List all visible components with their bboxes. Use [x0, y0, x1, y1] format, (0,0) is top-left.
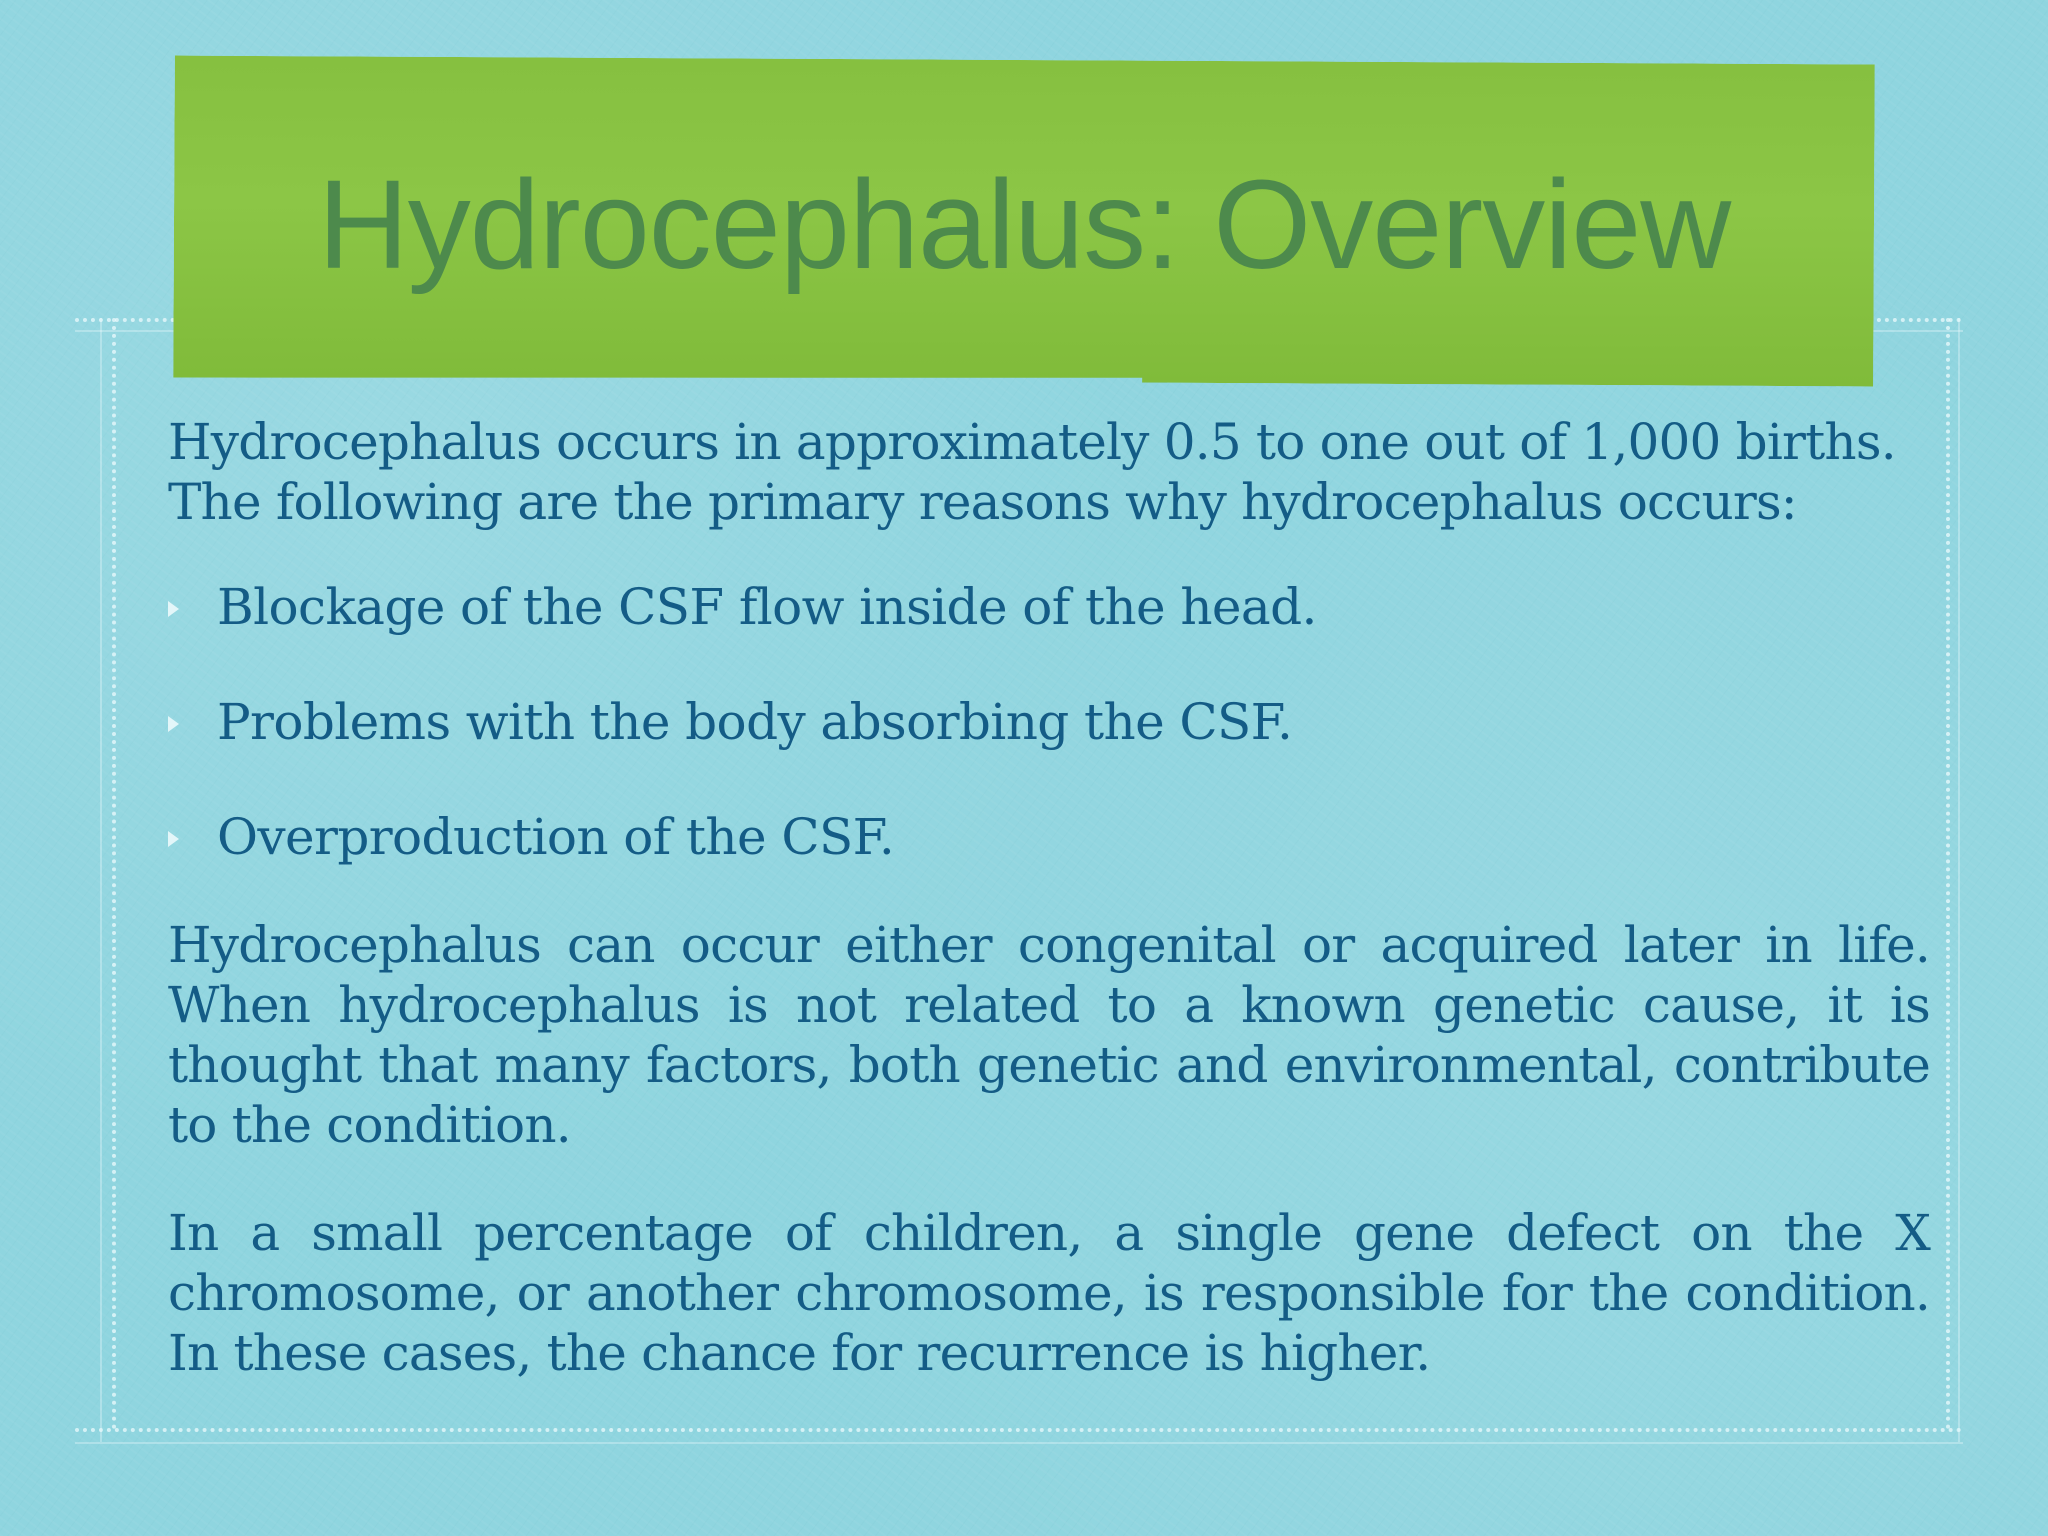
- paragraph-spacer: [168, 1155, 1930, 1203]
- reasons-list: [168, 577, 1930, 867]
- list-item: [168, 692, 1930, 752]
- genetic-paragraph: In a small percentage of children, a single gene defect on the X chromosome, or another chromosome, is responsible for the condition. In these cases, the chance for recurrence is higher.: [168, 1204, 1930, 1382]
- bullet-text: Problems with the body absorbing the CSF.: [217, 693, 1293, 751]
- congenital-paragraph: Hydrocephalus can occur either congenital or acquired later in life. When hydrocephalus is not related to a known genetic cause, it is thought that many factors, both genetic and environmental, contribute to the condition.: [168, 916, 1930, 1154]
- bullet-text: Blockage of the CSF flow inside of the head.: [217, 578, 1317, 636]
- list-item: [168, 577, 1930, 637]
- frame-line-right: [1958, 318, 1960, 1442]
- frame-border-right: [1946, 318, 1950, 1430]
- bullet-text: Overproduction of the CSF.: [217, 808, 895, 866]
- slide-body: [168, 412, 1930, 1383]
- frame-line-left: [100, 318, 102, 1442]
- triangle-bullet-icon: [168, 601, 179, 617]
- intro-paragraph: Hydrocephalus occurs in approximately 0.5 to one out of 1,000 births. The following are the primary reasons why hydrocephalus occurs:: [168, 413, 1896, 531]
- list-item: [168, 807, 1930, 867]
- slide-title: Hydrocephalus: Overview: [317, 154, 1731, 295]
- triangle-bullet-icon: [168, 716, 179, 732]
- frame-border-bottom: [75, 1428, 1963, 1432]
- triangle-bullet-icon: [168, 831, 179, 847]
- frame-border-left: [112, 318, 116, 1430]
- frame-line-bottom: [75, 1442, 1963, 1444]
